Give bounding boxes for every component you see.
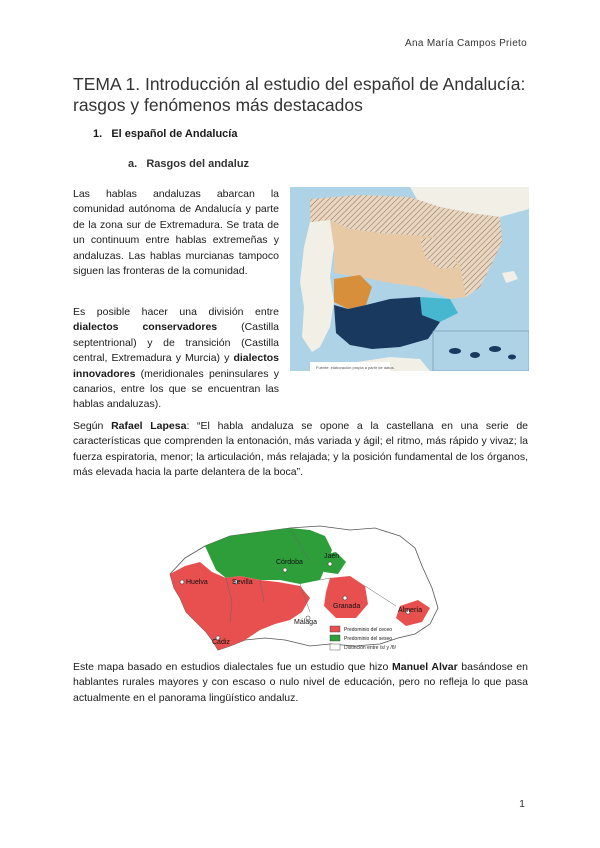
- text-run: Según: [73, 420, 112, 432]
- canary-inset: [433, 331, 529, 371]
- text-run: Es posible hacer una división entre: [73, 306, 279, 318]
- city-label-cadiz: Cádiz: [212, 639, 230, 646]
- legend-label-seseo: Predominio del seseo: [344, 636, 393, 642]
- paragraph-lapesa-quote: [73, 419, 528, 481]
- city-marker: [343, 596, 347, 600]
- canary-island: [470, 352, 480, 358]
- canary-island: [449, 348, 461, 354]
- bold-term: Rafael Lapesa: [111, 420, 187, 432]
- paragraph-extent: Las hablas andaluzas abarcan la comunidad autónoma de Andalucía y parte de la zona sur de Extremadura. Se trata de un continuum entre hablas extremeñas y andaluzas. Las hablas murcianas tampoco siguen las fronteras de la comunidad.: [73, 188, 279, 278]
- section-heading: 1. El español de Andalucía: [93, 128, 238, 140]
- legend-swatch-ceceo: [330, 626, 340, 632]
- legend-swatch-distincion: [330, 644, 340, 650]
- text-run: (meridionales peninsulares y canarios, entre los que se encuentran las hablas andaluzas).: [73, 367, 279, 411]
- bold-term: Manuel Alvar: [391, 661, 458, 673]
- city-label-almeria: Almería: [398, 607, 423, 614]
- seseo-area: [205, 528, 332, 584]
- city-marker: [328, 562, 332, 566]
- text-run: basándose en hablantes rurales mayores y con escaso o nulo nivel de educación, pero no refleja lo que pasa actualmente en el panorama lingüístico andaluz.: [73, 661, 528, 704]
- legend-label-distincion: Distinción entre /s/ y /θ/: [344, 645, 396, 651]
- legend-swatch-seseo: [330, 635, 340, 641]
- bold-term: dialectos innovadores: [73, 352, 279, 380]
- document-title: TEMA 1. Introducción al estudio del español de Andalucía: rasgos y fenómenos más destacados: [73, 74, 526, 115]
- city-label-sevilla: Sevilla: [232, 579, 253, 586]
- city-marker: [283, 568, 287, 572]
- paragraph-alvar-map: [73, 660, 528, 706]
- text-run: (Castilla septentrional) y de transición (Castilla central, Extremadura y Murcia) y: [73, 321, 280, 365]
- header-author: Ana María Campos Prieto: [405, 38, 527, 49]
- subsection-heading: a. Rasgos del andaluz: [128, 158, 250, 170]
- bold-term: dialectos conservadores: [73, 321, 218, 334]
- iberia-dialect-map: [290, 187, 529, 371]
- paragraph-dialect-division: [73, 305, 279, 413]
- city-label-jaen: Jaén: [324, 553, 340, 560]
- canary-island: [508, 355, 516, 360]
- text-run: : “El habla andaluza se opone a la castellana en una serie de características que comprenden la entonación, más variada y ágil; el ritmo, más rápido y vivaz; la fuerza espiratoria, menor; la articulación, más relajada; y la posición fundamental de los órganos, más elevada hacia la parte delantera de la boca”.: [73, 420, 528, 479]
- city-label-cordoba: Córdoba: [276, 559, 303, 566]
- text-run: Este mapa basado en estudios dialectales fue un estudio que hizo: [73, 661, 392, 673]
- city-marker: [180, 580, 184, 584]
- page-number: 1: [519, 798, 525, 810]
- city-label-huelva: Huelva: [186, 579, 208, 586]
- city-label-granada: Granada: [333, 603, 361, 610]
- legend-label-ceceo: Predominio del ceceo: [344, 627, 393, 633]
- andalusia-seseo-ceceo-map: [160, 522, 442, 652]
- canary-island: [489, 346, 501, 352]
- city-label-malaga: Málaga: [294, 619, 317, 626]
- map-caption: Fuente: elaboración propia a partir de datos.: [316, 365, 395, 370]
